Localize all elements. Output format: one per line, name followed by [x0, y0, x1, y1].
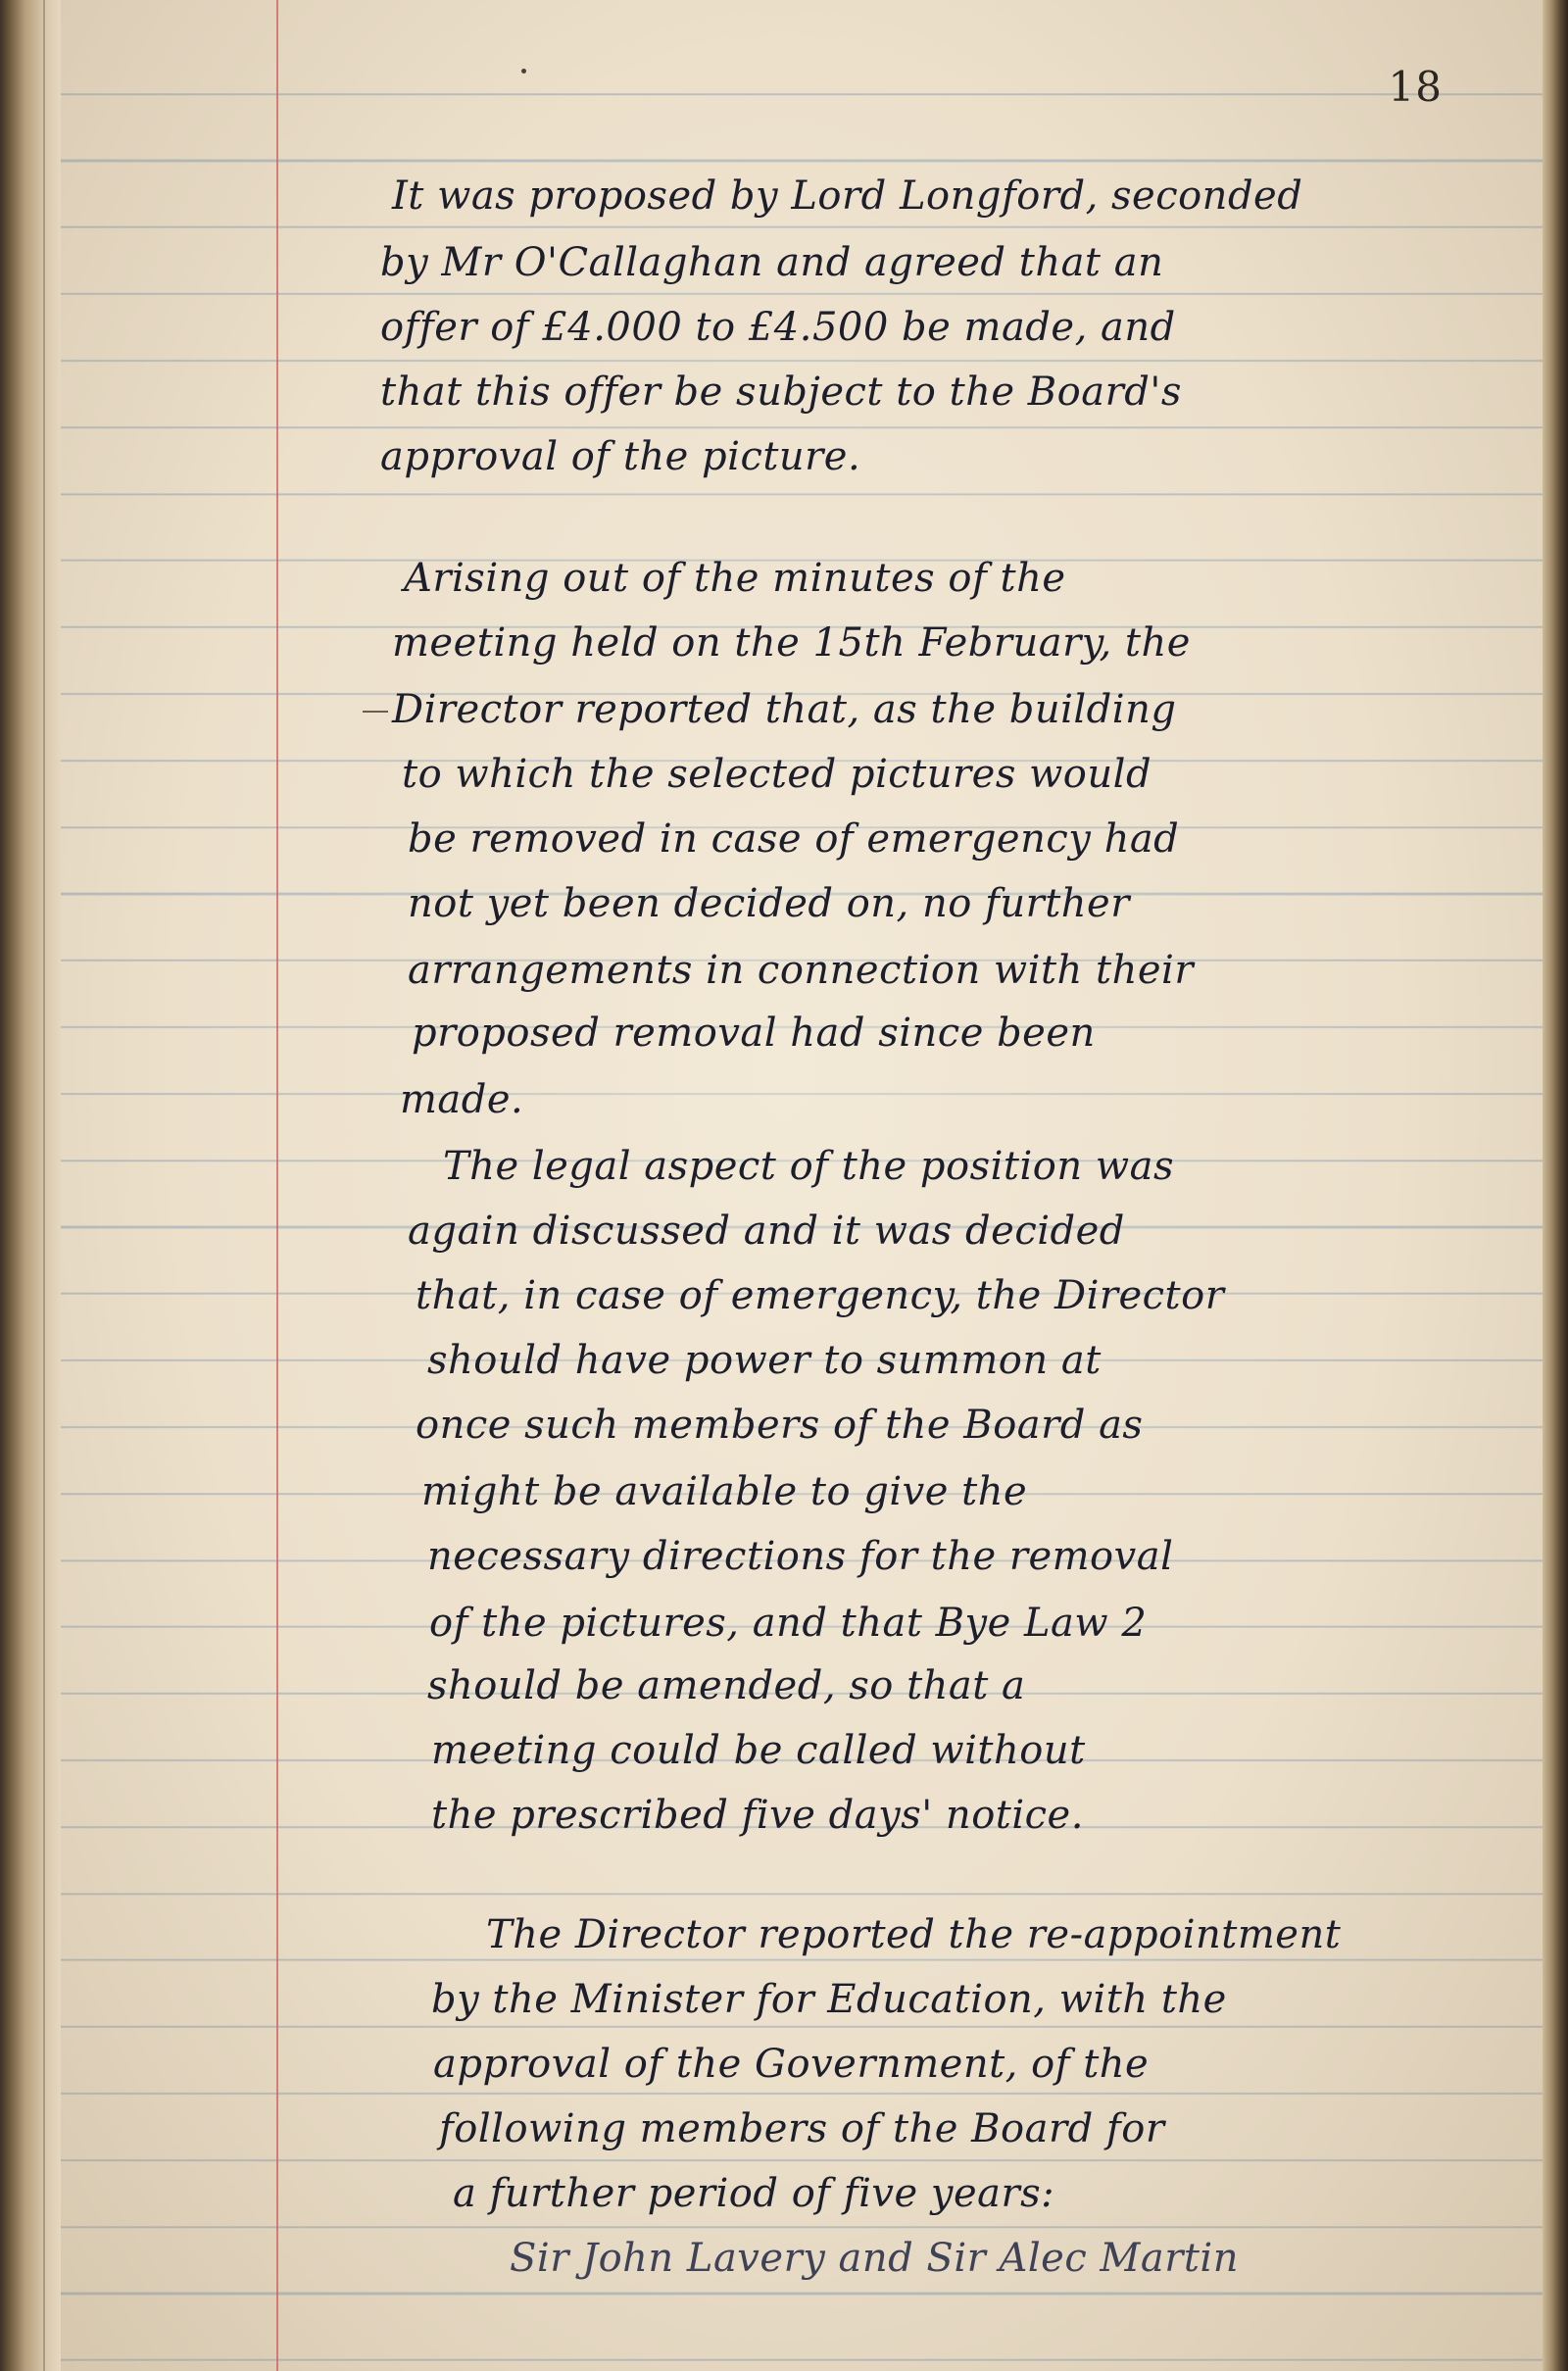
binding-crease	[43, 0, 45, 2371]
handwritten-line: a further period of five years:	[453, 2171, 1055, 2216]
handwritten-line: necessary directions for the removal	[427, 1534, 1174, 1579]
handwritten-line: made.	[400, 1077, 524, 1122]
handwritten-line: following members of the Board for	[439, 2106, 1165, 2151]
margin-rule	[276, 0, 278, 2371]
handwritten-line: meeting could be called without	[431, 1728, 1086, 1773]
handwritten-line: offer of £4.000 to £4.500 be made, and	[380, 305, 1176, 350]
ink-mark	[521, 69, 526, 74]
handwritten-line: meeting held on the 15th February, the	[392, 620, 1191, 666]
handwritten-line: Director reported that, as the building	[392, 687, 1177, 732]
handwritten-line: to which the selected pictures would	[402, 752, 1152, 797]
handwritten-line: It was proposed by Lord Longford, seconded	[392, 173, 1303, 219]
handwritten-line: should be amended, so that a	[427, 1663, 1026, 1708]
handwritten-line: should have power to summon at	[427, 1338, 1102, 1383]
handwritten-line: The Director reported the re-appointment	[486, 1912, 1342, 1957]
ink-dash-mark	[363, 711, 388, 713]
page-number: 18	[1388, 63, 1443, 111]
handwritten-line: again discussed and it was decided	[408, 1209, 1125, 1254]
handwritten-line: once such members of the Board as	[416, 1403, 1144, 1448]
handwritten-line: The legal aspect of the position was	[443, 1144, 1174, 1189]
handwritten-line: approval of the picture.	[380, 434, 861, 479]
handwritten-line: Arising out of the minutes of the	[404, 556, 1066, 601]
handwritten-line: of the pictures, and that Bye Law 2	[429, 1601, 1148, 1646]
book-binding	[0, 0, 61, 2371]
board-members-line: Sir John Lavery and Sir Alec Martin	[510, 2236, 1239, 2281]
handwritten-line: that, in case of emergency, the Director	[416, 1273, 1225, 1318]
handwritten-line: the prescribed five days' notice.	[431, 1793, 1084, 1838]
handwritten-line: that this offer be subject to the Board's	[380, 370, 1182, 415]
handwritten-line: might be available to give the	[421, 1469, 1028, 1514]
handwritten-line: by the Minister for Education, with the	[431, 1977, 1227, 2022]
handwritten-line: proposed removal had since been	[412, 1011, 1096, 1056]
handwritten-line: be removed in case of emergency had	[408, 816, 1180, 862]
handwritten-line: arrangements in connection with their	[408, 948, 1194, 993]
page-edge	[1543, 0, 1568, 2371]
handwritten-line: approval of the Government, of the	[433, 2042, 1150, 2087]
handwritten-line: not yet been decided on, no further	[408, 881, 1130, 926]
handwritten-line: by Mr O'Callaghan and agreed that an	[380, 240, 1164, 285]
